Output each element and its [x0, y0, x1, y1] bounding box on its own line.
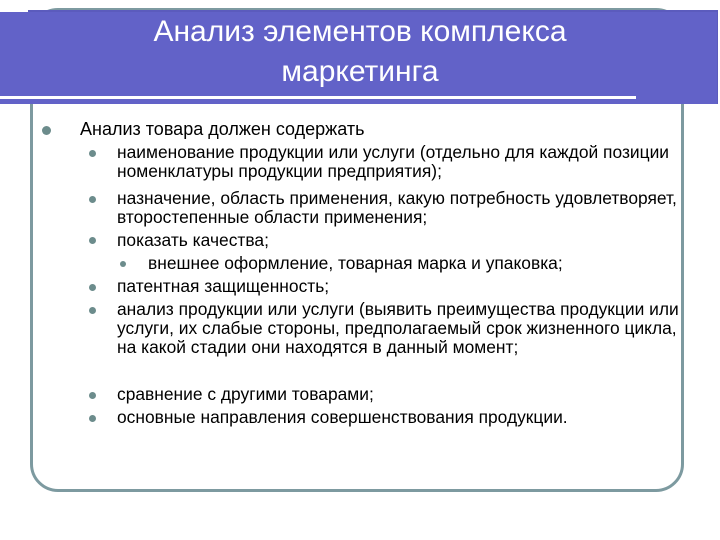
bullet-dot: [89, 196, 96, 203]
title-line-1: Анализ элементов комплекса: [153, 15, 567, 48]
list-item: патентная защищенность;: [117, 276, 330, 296]
bullet-dot: [89, 284, 96, 291]
list-item: основные направления совершенствования продукции.: [117, 407, 568, 427]
title-underline: [0, 96, 636, 99]
list-item: назначение, область применения, какую потребность удовлетворяет, второстепенные области применения;: [117, 188, 677, 227]
slide-title: [120, 12, 600, 92]
main-bullet: Анализ товара должен содержать: [80, 119, 365, 139]
bullet-dot: [89, 307, 96, 314]
bullet-dot: [89, 150, 96, 157]
bullet-dot: [89, 392, 96, 399]
list-item: анализ продукции или услуги (выявить преимущества продукции или услуги, их слабые стороны, предполагаемый срок жизненного цикла, на какой стадии они находятся в данный момент;: [117, 299, 679, 357]
bullet-dot: [42, 126, 51, 135]
list-item: показать качества;: [117, 230, 269, 250]
bullet-dot: [89, 415, 96, 422]
bullet-dot: [89, 237, 96, 244]
bullet-dot: [120, 261, 126, 267]
list-item: наименование продукции или услуги (отдельно для каждой позиции номенклатуры продукции предприятия);: [117, 142, 670, 181]
title-line-2: маркетинга: [281, 55, 439, 88]
list-item: сравнение с другими товарами;: [117, 384, 374, 404]
list-item: внешнее оформление, товарная марка и упаковка;: [148, 253, 563, 273]
